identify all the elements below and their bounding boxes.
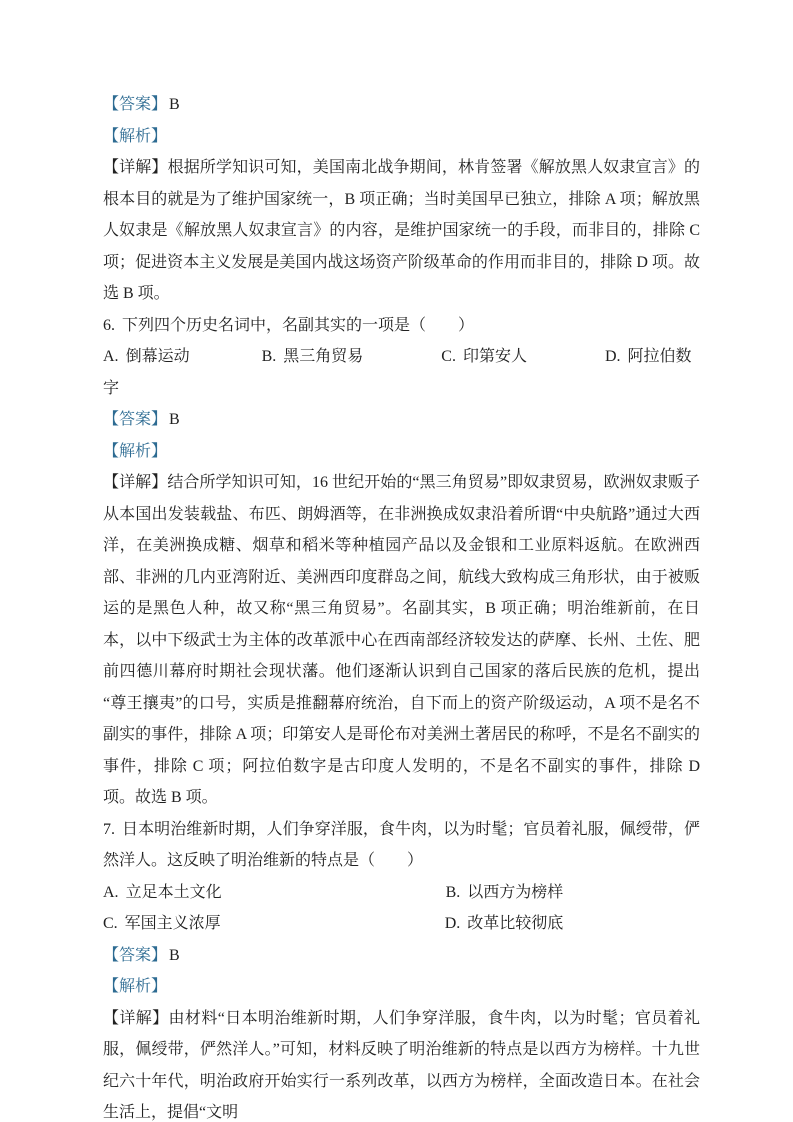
q7-option-a-text: 立足本土文化 bbox=[125, 883, 222, 901]
q7-option-d-text: 改革比较彻底 bbox=[467, 915, 564, 932]
q7-analysis-label: 【解析】 bbox=[103, 978, 168, 995]
q7-options-row-1 bbox=[103, 877, 700, 909]
q5-explanation-paragraph bbox=[103, 152, 700, 310]
q7-answer-label: 【答案】 bbox=[103, 946, 168, 964]
tab-spacer bbox=[222, 896, 446, 897]
q7-analysis-line bbox=[103, 971, 700, 1003]
q5-explanation-label: 【详解】 bbox=[103, 159, 168, 176]
q7-option-d-label: D. bbox=[444, 915, 461, 932]
q7-option-c-label: C. bbox=[103, 915, 118, 932]
q6-option-b-text: 黑三角贸易 bbox=[283, 348, 364, 365]
q6-answer-line bbox=[103, 404, 700, 436]
q7-option-a-label: A. bbox=[103, 883, 119, 901]
q5-answer-value: B bbox=[169, 96, 180, 113]
q7-option-c-text: 军国主义浓厚 bbox=[124, 915, 221, 932]
q6-option-b-label: B. bbox=[261, 348, 277, 365]
q7-option-d bbox=[445, 915, 564, 932]
q6-answer-label: 【答案】 bbox=[103, 411, 168, 428]
q6-explanation-label: 【详解】 bbox=[103, 474, 168, 491]
q6-number: 6. bbox=[103, 316, 115, 334]
q7-option-b-text: 以西方为榜样 bbox=[467, 883, 564, 901]
q6-option-a bbox=[103, 348, 190, 365]
q7-stem bbox=[103, 814, 700, 877]
q6-option-c-label: C. bbox=[441, 348, 456, 365]
q6-option-a-text: 倒幕运动 bbox=[125, 348, 190, 365]
q7-explanation-label: 【详解】 bbox=[103, 1009, 169, 1027]
q5-answer-line bbox=[103, 89, 700, 121]
tab-spacer bbox=[221, 927, 445, 928]
q6-analysis-line bbox=[103, 436, 700, 468]
document-content bbox=[103, 89, 700, 1122]
q6-option-d-text: 阿拉伯数字 bbox=[103, 348, 692, 397]
q6-option-d bbox=[103, 348, 692, 397]
q5-explanation-text: 根据所学知识可知，美国南北战争期间，林肯签署《解放黑人奴隶宣言》的根本目的就是为了维护国家统一，B 项正确；当时美国早已独立，排除 A 项；解放黑人奴隶是《解放黑人奴隶宣言》的内容，是维护国家统一的手段，而非目的，排除 C 项；促进资本主义发展是美国内战这场资产阶级革命的作用而非目的，排除 D 项。故选 B 项。 bbox=[103, 159, 700, 302]
q6-stem-text: 下列四个历史名词中，名副其实的一项是（ ） bbox=[122, 316, 475, 334]
q7-answer-line bbox=[103, 940, 700, 972]
q6-explanation-text: 结合所学知识可知，16 世纪开始的“黑三角贸易”即奴隶贸易，欧洲奴隶贩子从本国出发装载盐、布匹、朗姆酒等，在非洲换成奴隶沿着所谓“中央航路”通过大西洋，在美洲换成糖、烟草和稻米等种植园产品以及金银和工业原料返航。在欧洲西部、非洲的几内亚湾附近、美洲西印度群岛之间，航线大致构成三角形状，由于被贩运的是黑色人种，故又称“黑三角贸易”。名副其实，B 项正确；明治维新前，在日本，以中下级武士为主体的改革派中心在西南部经济较发达的萨摩、长州、土佐、肥前四德川幕府时期社会现状藩。他们逐渐认识到自己国家的落后民族的危机，提出“尊王攘夷”的口号，实质是推翻幕府统治，自下而上的资产阶级运动，A 项不是名不副实的事件，排除 A 项；印第安人是哥伦布对美洲土著居民的称呼，不是名不副实的事件，排除 C 项；阿拉伯数字是古印度人发明的，不是名不副实的事件，排除 D 项。故选 B 项。 bbox=[103, 474, 700, 806]
tab-spacer bbox=[363, 360, 441, 361]
q5-analysis-line bbox=[103, 121, 700, 153]
q6-stem bbox=[103, 310, 700, 342]
q6-option-c-text: 印第安人 bbox=[462, 348, 527, 365]
q5-answer-label: 【答案】 bbox=[103, 96, 168, 113]
q6-options bbox=[103, 341, 700, 404]
q6-option-d-label: D. bbox=[604, 348, 621, 365]
q7-option-b bbox=[446, 884, 564, 901]
q6-option-a-label: A. bbox=[103, 348, 119, 365]
q7-number: 7. bbox=[103, 820, 115, 838]
q7-stem-text: 日本明治维新时期，人们争穿洋服，食牛肉，以为时髦；官员着礼服，佩绶带，俨然洋人。这反映了明治维新的特点是（ ） bbox=[103, 820, 700, 869]
q7-option-a bbox=[103, 884, 222, 901]
q7-option-c bbox=[103, 915, 221, 932]
q6-option-b bbox=[262, 348, 364, 365]
q7-option-b-label: B. bbox=[445, 883, 461, 901]
q6-analysis-label: 【解析】 bbox=[103, 442, 168, 460]
q5-analysis-label: 【解析】 bbox=[103, 127, 168, 145]
q6-answer-value: B bbox=[169, 411, 180, 428]
tab-spacer bbox=[190, 360, 262, 361]
q6-explanation-paragraph bbox=[103, 467, 700, 814]
q7-explanation-paragraph bbox=[103, 1003, 700, 1122]
tab-spacer bbox=[527, 360, 605, 361]
q7-explanation-text: 由材料“日本明治维新时期，人们争穿洋服，食牛肉，以为时髦；官员着礼服，佩绶带，俨然洋人。”可知，材料反映了明治维新的特点是以西方为榜样。十九世纪六十年代，明治政府开始实行一系列改革，以西方为榜样，全面改造日本。在社会生活上，提倡“文明 bbox=[103, 1009, 700, 1121]
q7-options-row-2 bbox=[103, 908, 700, 940]
q7-answer-value: B bbox=[169, 946, 180, 964]
q6-option-c bbox=[441, 348, 527, 365]
